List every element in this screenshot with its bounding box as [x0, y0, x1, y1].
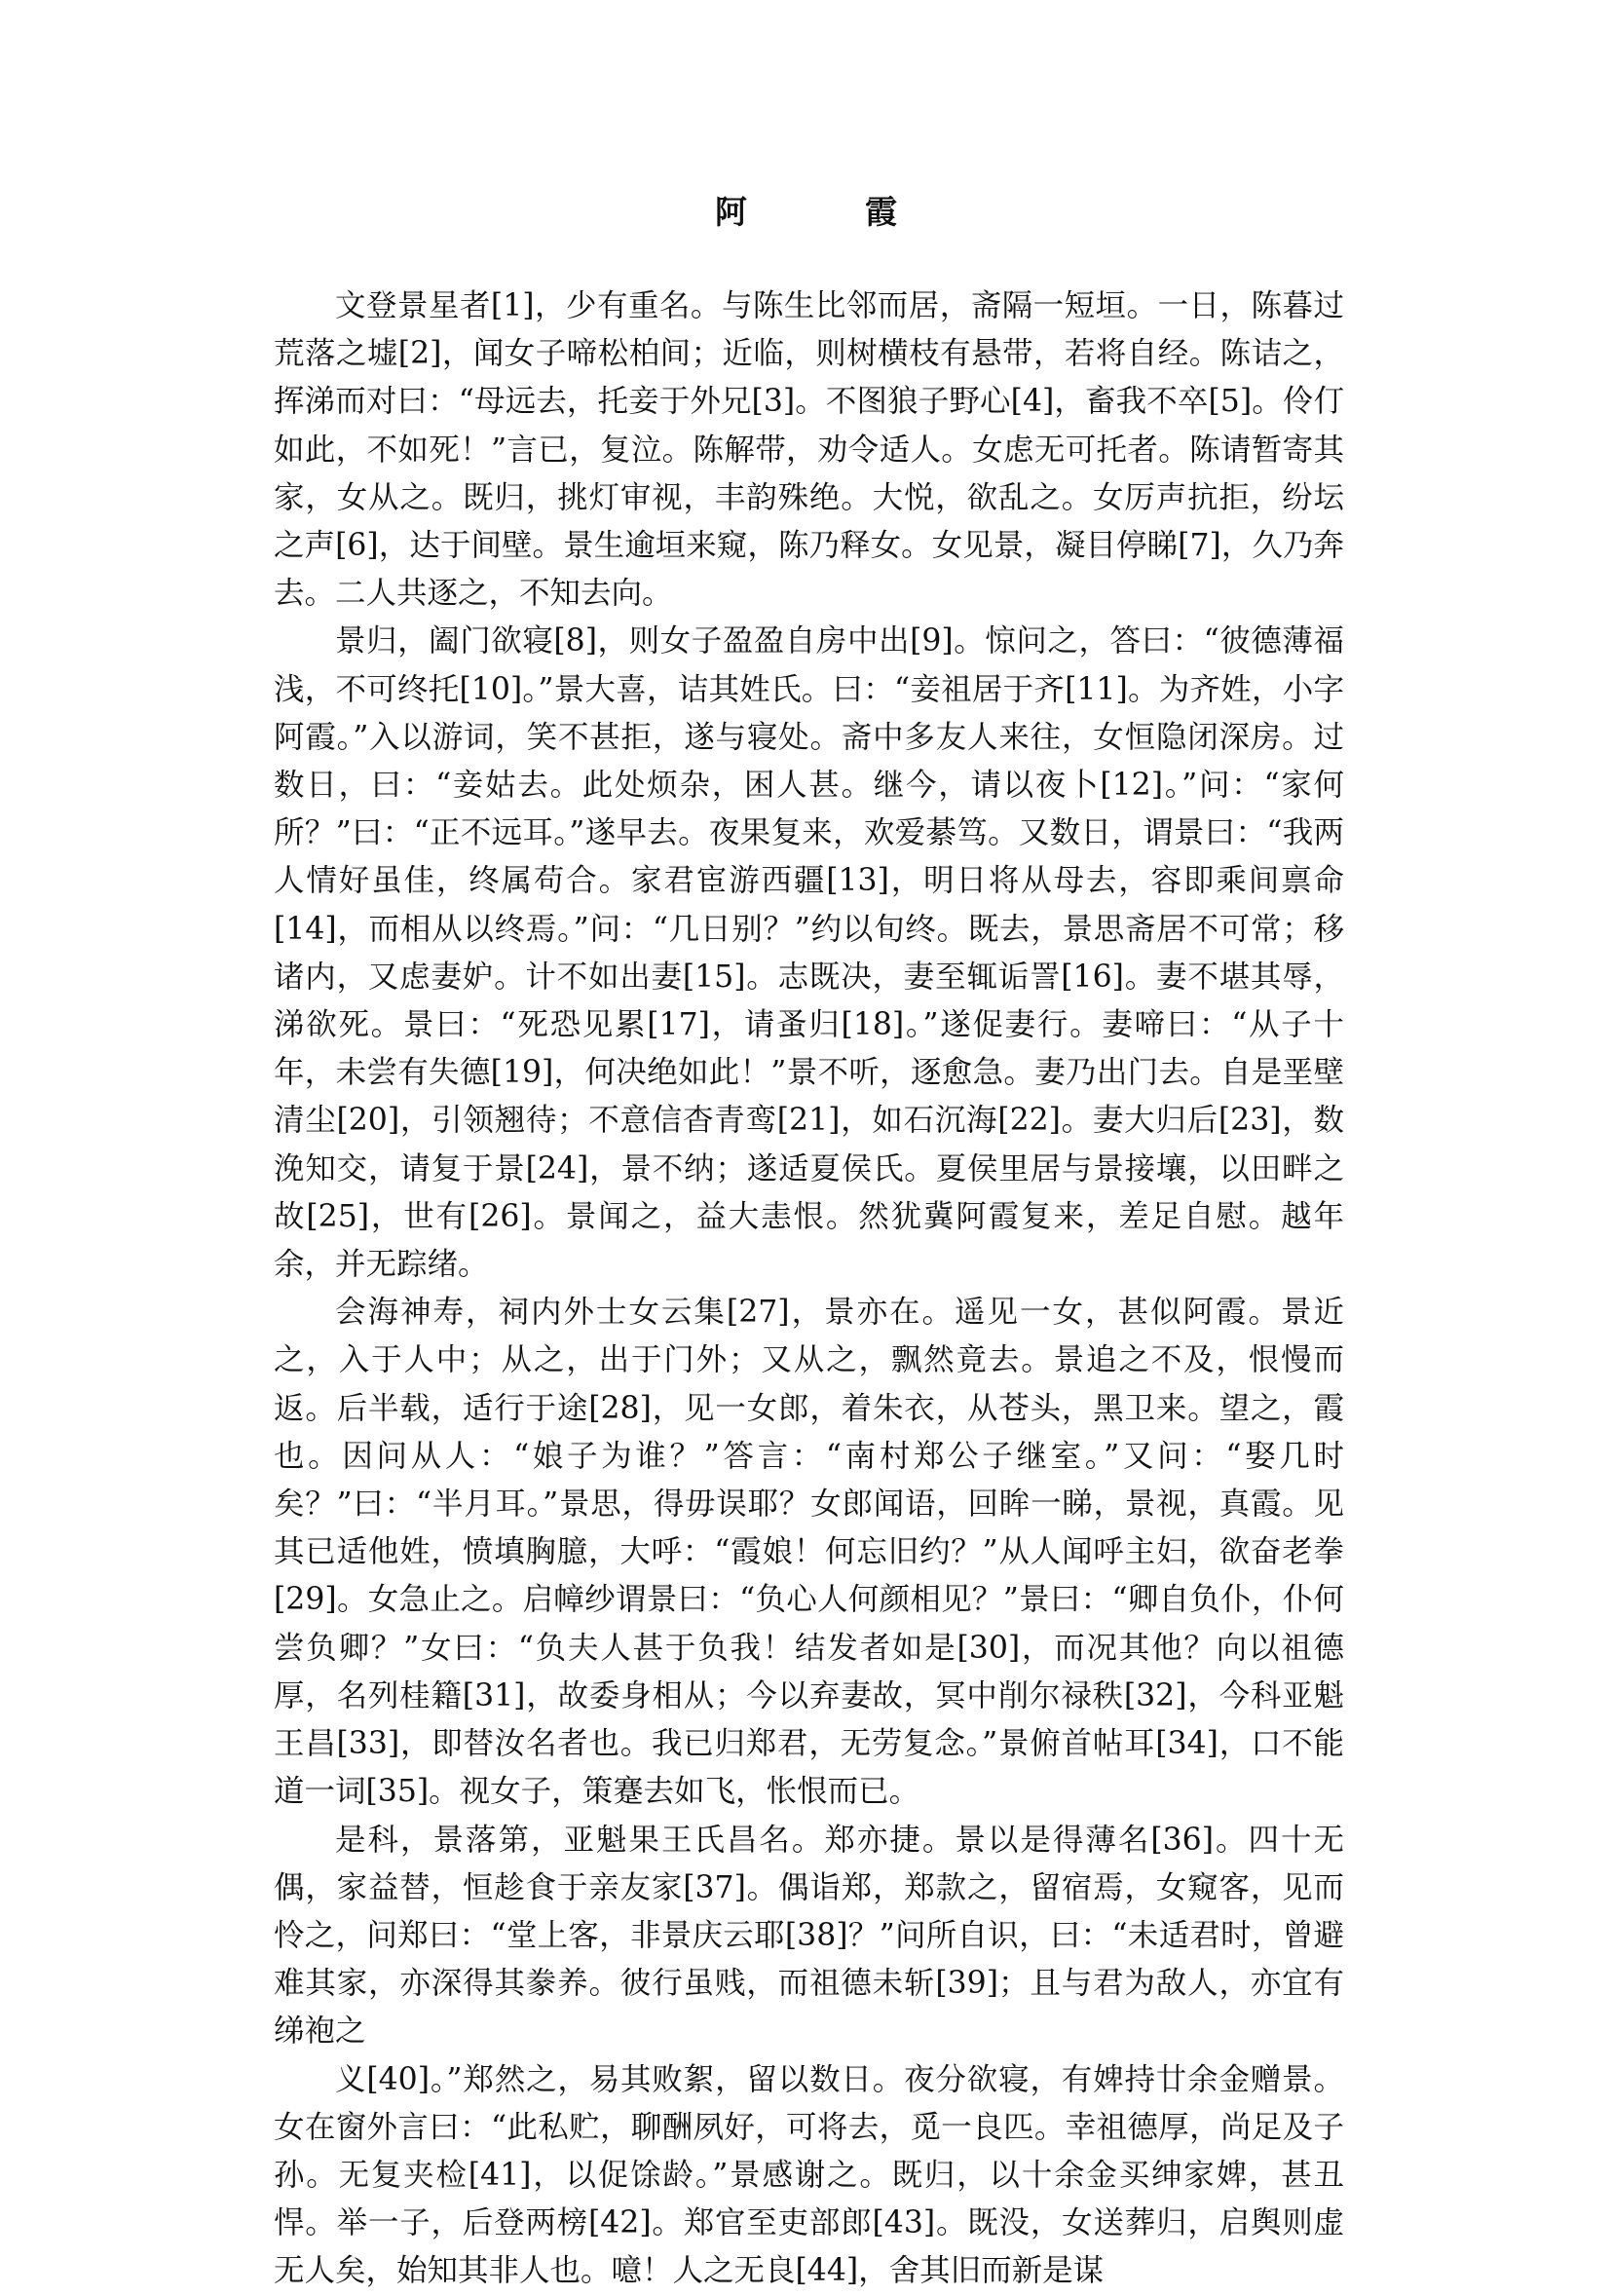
- document-body: [274, 282, 1344, 2296]
- paragraph: 景归，阖门欲寝[8]，则女子盈盈自房中出[9]。惊问之，答曰：“彼德薄福浅，不可终托[10]。”景大喜，诘其姓氏。曰：“妾祖居于齐[11]。为齐姓，小字阿霞。”入以游词，笑不甚拒，遂与寝处。斋中多友人来往，女恒隐闭深房。过数日，曰：“妾姑去。此处烦杂，困人甚。继今，请以夜卜[12]。”问：“家何所？”曰：“正不远耳。”遂早去。夜果复来，欢爱綦笃。又数日，谓景曰：“我两人情好虽佳，终属苟合。家君宦游西疆[13]，明日将从母去，容即乘间禀命[14]，而相从以终焉。”问：“几日别？”约以旬终。既去，景思斋居不可常；移诸内，又虑妻妒。计不如出妻[15]。志既决，妻至辄诟詈[16]。妻不堪其辱，涕欲死。景曰：“死恐见累[17]，请蚤归[18]。”遂促妻行。妻啼曰：“从子十年，未尝有失德[19]，何决绝如此！”景不听，逐愈急。妻乃出门去。自是垩壁清尘[20]，引领翘待；不意信杳青鸾[21]，如石沉海[22]。妻大归后[23]，数浼知交，请复于景[24]，景不纳；遂适夏侯氏。夏侯里居与景接壤，以田畔之故[25]，世有[26]。景闻之，益大恚恨。然犹冀阿霞复来，差足自慰。越年余，并无踪绪。: [274, 623, 1344, 1283]
- paragraph: 义[40]。”郑然之，易其败絮，留以数日。夜分欲寝，有婢持廿余金赠景。女在窗外言曰：“此私贮，聊酬夙好，可将去，觅一良匹。幸祖德厚，尚足及子孙。无复夹检[41]，以促馀龄。”景感谢之。既归，以十余金买绅家婢，甚丑悍。举一子，后登两榜[42]。郑官至吏部郎[43]。既没，女送葬归，启舆则虚无人矣，始知其非人也。噫！人之无良[44]，舍其旧而新是谋: [274, 2061, 1344, 2289]
- paragraph: 会海神寿，祠内外士女云集[27]，景亦在。遥见一女，甚似阿霞。景近之，入于人中；从之，出于门外；又从之，飘然竟去。景追之不及，恨慢而返。后半载，适行于途[28]，见一女郎，着朱衣，从苍头，黑卫来。望之，霞也。因问从人：“娘子为谁？”答言：“南村郑公子继室。”又问：“娶几时矣？”曰：“半月耳。”景思，得毋误耶？女郎闻语，回眸一睇，景视，真霞。见其已适他姓，愤填胸臆，大呼：“霞娘！何忘旧约？”从人闻呼主妇，欲奋老拳[29]。女急止之。启幛纱谓景曰：“负心人何颜相见？”景曰：“卿自负仆，仆何尝负卿？”女曰：“负夫人甚于负我！结发者如是[30]，而况其他？向以祖德厚，名列桂籍[31]，故委身相从；今以弃妻故，冥中削尔禄秩[32]，今科亚魁王昌[33]，即替汝名者也。我已归郑君，无劳复念。”景俯首帖耳[34]，口不能道一词[35]。视女子，策蹇去如飞，怅恨而已。: [274, 1295, 1344, 1810]
- paragraph: 文登景星者[1]，少有重名。与陈生比邻而居，斋隔一短垣。一日，陈暮过荒落之墟[2]，闻女子啼松柏间；近临，则树横枝有悬带，若将自经。陈诘之，挥涕而对曰：“母远去，托妾于外兄[3]。不图狼子野心[4]，畜我不卒[5]。伶仃如此，不如死！”言已，复泣。陈解带，劝令适人。女虑无可托者。陈请暂寄其家，女从之。既归，挑灯审视，丰韵殊绝。大悦，欲乱之。女厉声抗拒，纷坛之声[6]，达于间壁。景生逾垣来窥，陈乃释女。女见景，凝目停睇[7]，久乃奔去。二人共逐之，不知去向。: [274, 288, 1344, 612]
- paragraph: 是科，景落第，亚魁果王氏昌名。郑亦捷。景以是得薄名[36]。四十无偶，家益替，恒趁食于亲友家[37]。偶诣郑，郑款之，留宿焉，女窥客，见而怜之，问郑曰：“堂上客，非景庆云耶[38]？”问所自识，曰：“未适君时，曾避难其家，亦深得其豢养。彼行虽贱，而祖德未斩[39]；且与君为敌人，亦宜有绨袍之: [274, 1822, 1344, 2050]
- document-title: 阿 霞: [715, 193, 940, 231]
